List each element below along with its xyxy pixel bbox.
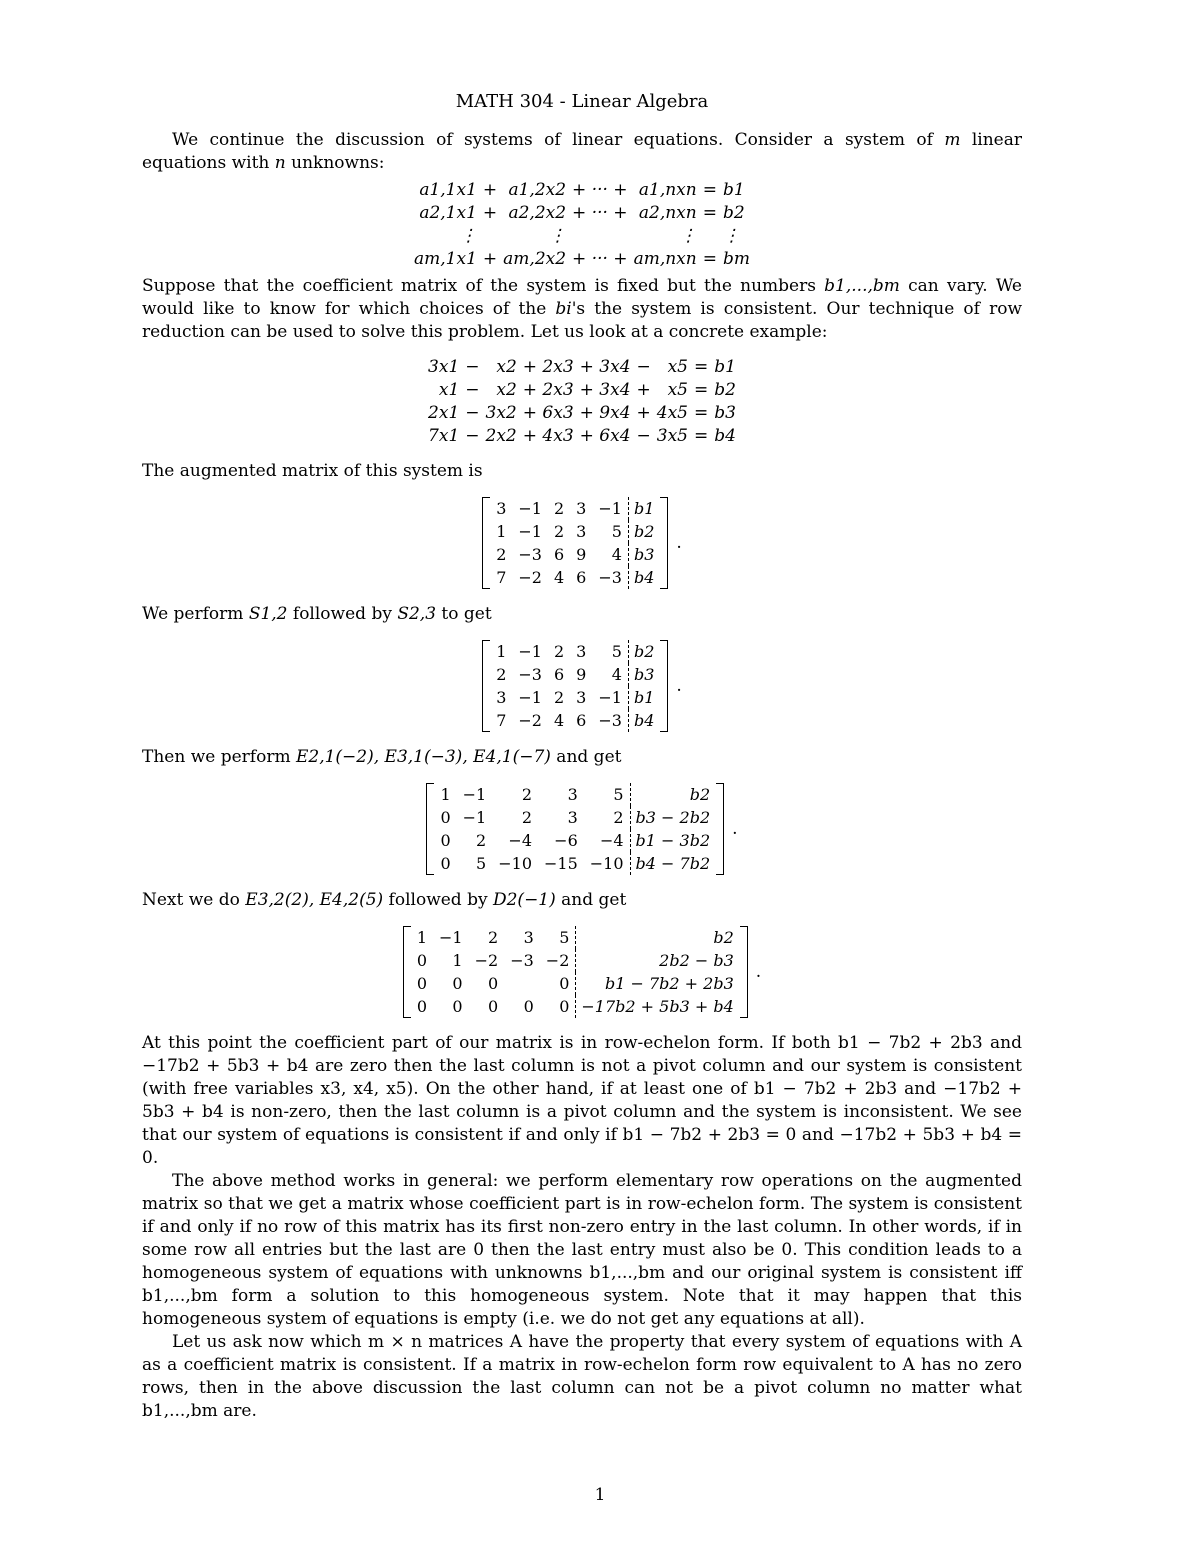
example-system bbox=[425, 356, 739, 448]
matrix-3-entry: 2 bbox=[521, 785, 532, 804]
intro-text-c: unknowns: bbox=[285, 153, 385, 173]
matrix-4-entry: 0 bbox=[559, 974, 570, 993]
matrix-4-entry: 0 bbox=[416, 974, 428, 993]
matrix-2-row bbox=[490, 709, 660, 732]
general-eq-cell: a1,2x2 bbox=[508, 180, 567, 200]
example-eq-cell: b4 bbox=[714, 426, 736, 446]
matrix-2-augmented-entry: b3 bbox=[628, 663, 660, 686]
matrix-3-augmented-entry: b3 − 2b2 bbox=[630, 806, 716, 829]
general-eq-cell: ⋮ bbox=[459, 226, 477, 246]
matrix-4-augmented-entry: −17b2 + 5b3 + b4 bbox=[576, 995, 740, 1018]
matrix-4-entry: −3 bbox=[510, 951, 534, 970]
matrix-3-entry: 2 bbox=[521, 808, 532, 827]
matrix-4 bbox=[411, 926, 740, 1018]
matrix-1-entry: 3 bbox=[576, 499, 587, 518]
matrix-1-entry: −1 bbox=[598, 499, 622, 518]
matrix-3-entry: −6 bbox=[554, 831, 578, 850]
matrix-1-entry: 6 bbox=[553, 545, 565, 564]
example-eq-cell: = bbox=[694, 403, 709, 423]
matrix-3-entry: 0 bbox=[440, 831, 451, 850]
example-eq-cell: 2x1 bbox=[428, 403, 460, 423]
general-eq-cell: am,2x2 bbox=[503, 249, 567, 269]
matrix-3-row bbox=[434, 806, 716, 829]
example-eq-cell: 3x5 bbox=[656, 426, 688, 446]
matrix-1-entry: 3 bbox=[496, 499, 507, 518]
matrix-1-entry: 2 bbox=[496, 545, 507, 564]
general-eq-cell: ⋮ bbox=[722, 226, 740, 246]
matrix-3-entry: −1 bbox=[462, 808, 487, 827]
matrix-2 bbox=[490, 640, 660, 732]
matrix-3-row bbox=[434, 829, 716, 852]
step3-c: and get bbox=[555, 890, 627, 910]
example-eq-cell: − bbox=[636, 426, 651, 446]
matrix-3-entry: 2 bbox=[613, 808, 624, 827]
example-eq-row bbox=[425, 402, 739, 425]
step2-a: Then we perform bbox=[142, 747, 296, 767]
matrix-3-augmented-entry: b1 − 3b2 bbox=[630, 829, 716, 852]
matrix-2-entry: 7 bbox=[496, 711, 507, 730]
matrix-3-entry: −15 bbox=[544, 854, 578, 873]
matrix-3-augmented-entry: b4 − 7b2 bbox=[630, 852, 716, 875]
example-eq-cell: + 4x3 bbox=[522, 426, 574, 446]
intro-text-b: linear equations with bbox=[142, 130, 1022, 173]
matrix-1-entry: −1 bbox=[518, 522, 542, 541]
general-eq-cell: + bbox=[482, 203, 498, 223]
var-n: n bbox=[274, 153, 286, 173]
step1-c: to get bbox=[436, 604, 492, 624]
example-eq-cell: + 3x4 bbox=[579, 357, 631, 377]
step3-b: followed by bbox=[383, 890, 493, 910]
matrix-3-entry: 2 bbox=[476, 831, 487, 850]
general-eq-cell: = bbox=[702, 203, 717, 223]
matrix-4-entry: 0 bbox=[488, 974, 499, 993]
step-2-text bbox=[142, 746, 1022, 769]
example-eq-cell: x5 bbox=[667, 357, 688, 377]
matrix-1-entry: −3 bbox=[598, 568, 622, 587]
matrix-4-entry: 0 bbox=[416, 997, 428, 1016]
general-eq-cell: bm bbox=[722, 249, 750, 269]
general-eq-cell: + bbox=[482, 180, 498, 200]
matrix-4-entry: 0 bbox=[488, 997, 499, 1016]
matrix-2-row bbox=[490, 686, 660, 709]
matrix-3-entry: −4 bbox=[599, 831, 624, 850]
op-s12: S1,2 bbox=[248, 604, 288, 624]
matrix-1-entry: 2 bbox=[553, 499, 565, 518]
step1-a: We perform bbox=[142, 604, 249, 624]
general-eq-cell: = bbox=[702, 249, 717, 269]
example-eq-cell: + 2x3 bbox=[522, 380, 574, 400]
step2-ops: E2,1(−2), E3,1(−3), E4,1(−7) bbox=[295, 747, 551, 767]
example-eq-cell: 2x2 bbox=[485, 426, 517, 446]
example-eq-cell: − bbox=[465, 380, 480, 400]
matrix-1-entry: −1 bbox=[518, 499, 542, 518]
matrix-2-entry: −1 bbox=[518, 688, 542, 707]
step1-b: followed by bbox=[287, 604, 398, 624]
matrix-4-entry: 1 bbox=[452, 951, 463, 970]
example-eq-cell: + 9x4 bbox=[579, 403, 631, 423]
matrix-2-entry: 6 bbox=[553, 665, 565, 684]
matrix-2-augmented-entry: b2 bbox=[628, 640, 660, 663]
matrix-1-entry: 4 bbox=[611, 545, 622, 564]
matrix-3-entry: 0 bbox=[440, 808, 451, 827]
general-eq-cell: + ··· + bbox=[572, 249, 628, 269]
page-number: 1 bbox=[594, 1485, 606, 1505]
general-eq-row bbox=[411, 248, 753, 271]
matrix-2-entry: 2 bbox=[553, 688, 565, 707]
matrix-3-wrap: 1 −1 2 3 5 b2 0 −1 2 3 2 b3 − 2b2 0 2 −4 −6 −4 b1 − 3b2 0 5 −10 −15 −10 b4 − 7b2 . bbox=[142, 783, 1022, 875]
matrix-2-augmented-entry: b1 bbox=[628, 686, 660, 709]
example-eq-cell: x1 bbox=[438, 380, 460, 400]
example-eq-cell: + bbox=[636, 380, 651, 400]
matrix-2-wrap: 1 −1 2 3 5 b2 2 −3 6 9 4 b3 3 −1 2 3 −1 b1 7 −2 4 6 −3 b4 . bbox=[142, 640, 1022, 732]
step-3-text bbox=[142, 889, 1022, 912]
general-eq-cell: a2,2x2 bbox=[508, 203, 567, 223]
matrix-2-entry: 9 bbox=[576, 665, 587, 684]
matrix-1 bbox=[490, 497, 660, 589]
general-eq-row bbox=[411, 225, 753, 248]
step-1-text bbox=[142, 603, 1022, 626]
matrix-2-entry: 6 bbox=[576, 711, 587, 730]
matrix-2-entry: 5 bbox=[611, 642, 622, 661]
matrix-3-entry: 5 bbox=[476, 854, 487, 873]
matrix-1-entry: 3 bbox=[576, 522, 587, 541]
matrix-4-entry: 5 bbox=[559, 928, 570, 947]
matrix-3-row bbox=[434, 783, 716, 806]
intro-paragraph bbox=[142, 129, 1022, 175]
step3-ops: E3,2(2), E4,2(5) bbox=[245, 890, 384, 910]
page-title: MATH 304 - Linear Algebra bbox=[455, 91, 709, 112]
general-eq-cell: = bbox=[702, 180, 717, 200]
matrix-3 bbox=[434, 783, 716, 875]
matrix-1-augmented-entry: b1 bbox=[628, 497, 660, 520]
matrix-3-augmented-entry: b2 bbox=[630, 783, 716, 806]
matrix-2-entry: 4 bbox=[553, 711, 565, 730]
paragraph-4: The above method works in general: we perform elementary row operations on the augmented matrix so that we get a matrix whose coefficient part is in row-echelon form. The system is consistent if and only if no row of this matrix has its first non-zero entry in the last column. In other words, if in some row all entries but the last are 0 then the last entry must also be 0. This condition leads to a homogeneous system of equations with unknowns b1,...,bm and our original system is consistent iff b1,...,bm form a solution to this homogeneous system. Note that it may happen that this homogeneous system of equations is empty (i.e. we do not get any equations at all). bbox=[142, 1171, 1022, 1329]
general-eq-cell bbox=[480, 225, 500, 248]
step3-a: Next we do bbox=[142, 890, 246, 910]
general-eq-cell: b1 bbox=[722, 180, 745, 200]
example-eq-cell: = bbox=[694, 357, 709, 377]
example-eq-cell: 3x1 bbox=[428, 357, 460, 377]
matrix-4-entry: −1 bbox=[439, 928, 463, 947]
matrix-2-entry: 3 bbox=[576, 688, 587, 707]
example-eq-cell: + 6x3 bbox=[522, 403, 574, 423]
example-eq-cell: 4x5 bbox=[656, 403, 688, 423]
example-eq-cell: + 3x4 bbox=[579, 380, 631, 400]
example-eq-cell: − bbox=[636, 357, 651, 377]
matrix-2-entry: 1 bbox=[496, 642, 507, 661]
example-eq-cell: = bbox=[694, 426, 709, 446]
matrix-2-entry: 2 bbox=[496, 665, 507, 684]
example-eq-cell: b2 bbox=[714, 380, 736, 400]
augmented-label: The augmented matrix of this system is bbox=[142, 461, 483, 481]
example-eq-cell: b3 bbox=[714, 403, 736, 423]
example-eq-cell: + bbox=[636, 403, 651, 423]
matrix-2-entry: 3 bbox=[496, 688, 507, 707]
matrix-2-entry: −3 bbox=[518, 665, 542, 684]
matrix-3-entry: 0 bbox=[440, 854, 451, 873]
matrix-1-entry: 5 bbox=[611, 522, 622, 541]
general-eq-row bbox=[411, 179, 753, 202]
document-page bbox=[142, 90, 1022, 1423]
example-eq-cell: − bbox=[465, 426, 480, 446]
matrix-2-entry: −3 bbox=[598, 711, 622, 730]
matrix-3-entry: 3 bbox=[567, 785, 578, 804]
matrix-4-augmented-entry: 2b2 − b3 bbox=[576, 949, 740, 972]
matrix-1-row bbox=[490, 566, 660, 589]
matrix-3-entry: 3 bbox=[567, 808, 578, 827]
matrix-3-entry: −4 bbox=[508, 831, 532, 850]
matrix-1-entry: 6 bbox=[576, 568, 587, 587]
matrix-3-entry: −1 bbox=[462, 785, 487, 804]
example-eq-cell: x2 bbox=[496, 380, 517, 400]
para2-bi: bi bbox=[555, 299, 572, 319]
matrix-2-entry: 3 bbox=[576, 642, 587, 661]
matrix-1-row bbox=[490, 543, 660, 566]
matrix-1-entry: 7 bbox=[496, 568, 507, 587]
matrix-3-entry: −10 bbox=[498, 854, 532, 873]
example-eq-cell: − bbox=[465, 403, 480, 423]
matrix-1-entry: −2 bbox=[518, 568, 542, 587]
op-s23: S2,3 bbox=[397, 604, 437, 624]
para2-text-c: can vary. We would like to know for which choices of the bbox=[142, 276, 1022, 319]
matrix-4-entry: 0 bbox=[416, 951, 428, 970]
matrix-1-entry: −3 bbox=[518, 545, 542, 564]
example-eq-cell: + 6x4 bbox=[579, 426, 631, 446]
para2-b-range: b1,...,bm bbox=[824, 276, 900, 296]
general-eq-row bbox=[411, 202, 753, 225]
general-eq-cell: a2,nxn bbox=[638, 203, 697, 223]
example-eq-cell: 7x1 bbox=[428, 426, 460, 446]
general-system bbox=[411, 179, 753, 271]
example-eq-cell: x2 bbox=[496, 357, 517, 377]
paragraph-2 bbox=[142, 275, 1022, 344]
matrix-4-entry: 2 bbox=[488, 928, 499, 947]
general-eq-cell: a1,1x1 bbox=[419, 180, 477, 200]
paragraph-5: Let us ask now which m × n matrices A have the property that every system of equations with A as a coefficient matrix is consistent. If a matrix in row-echelon form row equivalent to A has no zero rows, then in the above discussion the last column can not be a pivot column no matter what b1,...,bm are. bbox=[142, 1332, 1022, 1421]
matrix-3-entry: −10 bbox=[589, 854, 624, 873]
matrix-4-row bbox=[411, 949, 740, 972]
matrix-1-wrap: 3 −1 2 3 −1 b1 1 −1 2 3 5 b2 2 −3 6 9 4 b3 7 −2 4 6 −3 b4 . bbox=[142, 497, 1022, 589]
matrix-4-row bbox=[411, 972, 740, 995]
general-eq-cell: b2 bbox=[722, 203, 745, 223]
matrix-1-entry: 4 bbox=[553, 568, 565, 587]
matrix-4-entry: 3 bbox=[523, 928, 534, 947]
matrix-1-row bbox=[490, 520, 660, 543]
matrix-4-entry: 1 bbox=[416, 928, 428, 947]
matrix-4-entry bbox=[504, 972, 540, 995]
example-eq-cell: + 2x3 bbox=[522, 357, 574, 377]
matrix-2-entry: −1 bbox=[518, 642, 542, 661]
general-eq-cell: a1,nxn bbox=[638, 180, 697, 200]
step2-b: and get bbox=[550, 747, 622, 767]
example-eq-cell: b1 bbox=[714, 357, 736, 377]
matrix-4-augmented-entry: b1 − 7b2 + 2b3 bbox=[576, 972, 740, 995]
matrix-1-entry: 2 bbox=[553, 522, 565, 541]
general-eq-cell: ⋮ bbox=[679, 226, 697, 246]
matrix-4-wrap: 1 −1 2 3 5 b2 0 1 −2 −3 −2 2b2 − b3 0 0 0 0 b1 − 7b2 + 2b3 0 0 0 0 0 −17b2 + 5b3 + b4 . bbox=[142, 926, 1022, 1018]
example-eq-row bbox=[425, 425, 739, 448]
general-eq-cell bbox=[700, 225, 720, 248]
matrix-2-entry: −1 bbox=[598, 688, 622, 707]
example-eq-cell: = bbox=[694, 380, 709, 400]
matrix-4-entry: −2 bbox=[545, 951, 570, 970]
example-eq-cell: 3x2 bbox=[485, 403, 517, 423]
general-eq-cell: + bbox=[482, 249, 498, 269]
matrix-4-entry: 0 bbox=[523, 997, 534, 1016]
matrix-4-entry: −2 bbox=[474, 951, 499, 970]
intro-text-a: We continue the discussion of systems of linear equations. Consider a system of bbox=[172, 130, 945, 150]
example-eq-row bbox=[425, 356, 739, 379]
para2-text-a: Suppose that the coefficient matrix of the system is fixed but the numbers bbox=[142, 276, 825, 296]
matrix-4-entry: 0 bbox=[452, 974, 463, 993]
matrix-2-entry: 4 bbox=[611, 665, 622, 684]
paragraph-3: At this point the coefficient part of our matrix is in row-echelon form. If both b1 − 7b2 + 2b3 and −17b2 + 5b3 + b4 are zero then the last column is not a pivot column and our system is consistent (with free variables x3, x4, x5). On the other hand, if at least one of b1 − 7b2 + 2b3 and −17b2 + 5b3 + b4 is non-zero, then the last column is a pivot column and the system is inconsistent. We see that our system of equations is consistent if and only if b1 − 7b2 + 2b3 = 0 and −17b2 + 5b3 + b4 = 0. bbox=[142, 1033, 1022, 1168]
example-eq-cell: x5 bbox=[667, 380, 688, 400]
general-eq-cell bbox=[569, 225, 631, 248]
matrix-3-entry: 5 bbox=[613, 785, 624, 804]
matrix-1-augmented-entry: b2 bbox=[628, 520, 660, 543]
matrix-1-augmented-entry: b3 bbox=[628, 543, 660, 566]
matrix-2-entry: 2 bbox=[553, 642, 565, 661]
matrix-3-entry: 1 bbox=[440, 785, 451, 804]
var-m: m bbox=[944, 130, 961, 150]
example-eq-cell: − bbox=[465, 357, 480, 377]
matrix-4-entry: 0 bbox=[452, 997, 463, 1016]
general-eq-cell: + ··· + bbox=[572, 203, 628, 223]
general-eq-cell: am,nxn bbox=[633, 249, 697, 269]
matrix-3-row bbox=[434, 852, 716, 875]
matrix-2-row bbox=[490, 640, 660, 663]
step3-op3: D2(−1) bbox=[492, 890, 556, 910]
example-eq-row bbox=[425, 379, 739, 402]
para2-text-e: 's the system is consistent. Our technique of row reduction can be used to solve this problem. Let us look at a concrete example: bbox=[142, 299, 1022, 342]
matrix-1-entry: 1 bbox=[496, 522, 507, 541]
matrix-2-augmented-entry: b4 bbox=[628, 709, 660, 732]
matrix-2-row bbox=[490, 663, 660, 686]
matrix-4-augmented-entry: b2 bbox=[576, 926, 740, 949]
matrix-4-row bbox=[411, 995, 740, 1018]
general-eq-cell: ⋮ bbox=[549, 226, 567, 246]
matrix-1-augmented-entry: b4 bbox=[628, 566, 660, 589]
matrix-4-entry: 0 bbox=[559, 997, 570, 1016]
matrix-4-row bbox=[411, 926, 740, 949]
general-eq-cell: a2,1x1 bbox=[419, 203, 477, 223]
matrix-2-entry: −2 bbox=[518, 711, 542, 730]
matrix-1-row bbox=[490, 497, 660, 520]
general-eq-cell: + ··· + bbox=[572, 180, 628, 200]
matrix-1-entry: 9 bbox=[576, 545, 587, 564]
general-eq-cell: am,1x1 bbox=[414, 249, 477, 269]
